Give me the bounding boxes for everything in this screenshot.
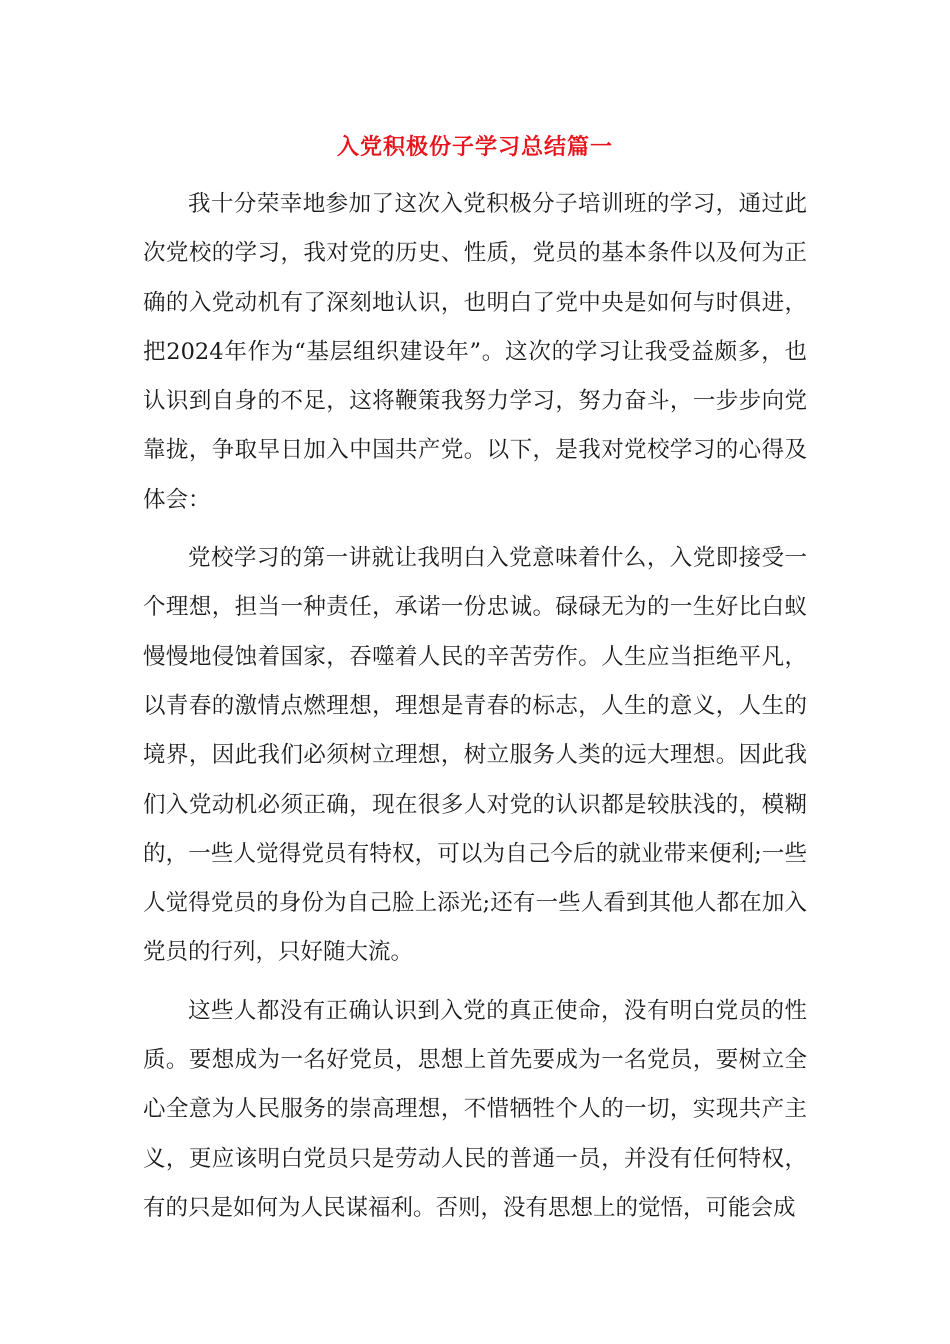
paragraph-3: 这些人都没有正确认识到入党的真正使命，没有明白党员的性质。要想成为一名好党员，思想上首先要成为一名党员，要树立全心全意为人民服务的崇高理想，不惜牺牲个人的一切，实现共产主义，更应该明白党员只是劳动人民的普通一员，并没有任何特权，有的只是如何为人民谋福利。否则，没有思想上的觉悟，可能会成 [143,997,807,1221]
document-title: 入党积极份子学习总结篇一 [336,135,613,160]
paragraph-2: 党校学习的第一讲就让我明白入党意味着什么，入党即接受一个理想，担当一种责任，承诺一份忠诚。碌碌无为的一生好比白蚁慢慢地侵蚀着国家，吞噬着人民的辛苦劳作。人生应当拒绝平凡，以青春的激情点燃理想，理想是青春的标志，人生的意义，人生的境界，因此我们必须树立理想，树立服务人类的远大理想。因此我们入党动机必须正确，现在很多人对党的认识都是较肤浅的，模糊的，一些人觉得党员有特权，可以为自己今后的就业带来便利;一些人觉得党员的身份为自己脸上添光;还有一些人看到其他人都在加入党员的行列，只好随大流。 [143,545,807,966]
document-body [143,180,807,1242]
paragraph-1: 我十分荣幸地参加了这次入党积极分子培训班的学习，通过此次党校的学习，我对党的历史、性质，党员的基本条件以及何为正确的入党动机有了深刻地认识，也明白了党中央是如何与时俱进，把2024年作为“基层组织建设年”。这次的学习让我受益颇多，也认识到自身的不足，这将鞭策我努力学习，努力奋斗，一步步向党靠拢，争取早日加入中国共产党。以下，是我对党校学习的心得及体会： [143,191,807,513]
